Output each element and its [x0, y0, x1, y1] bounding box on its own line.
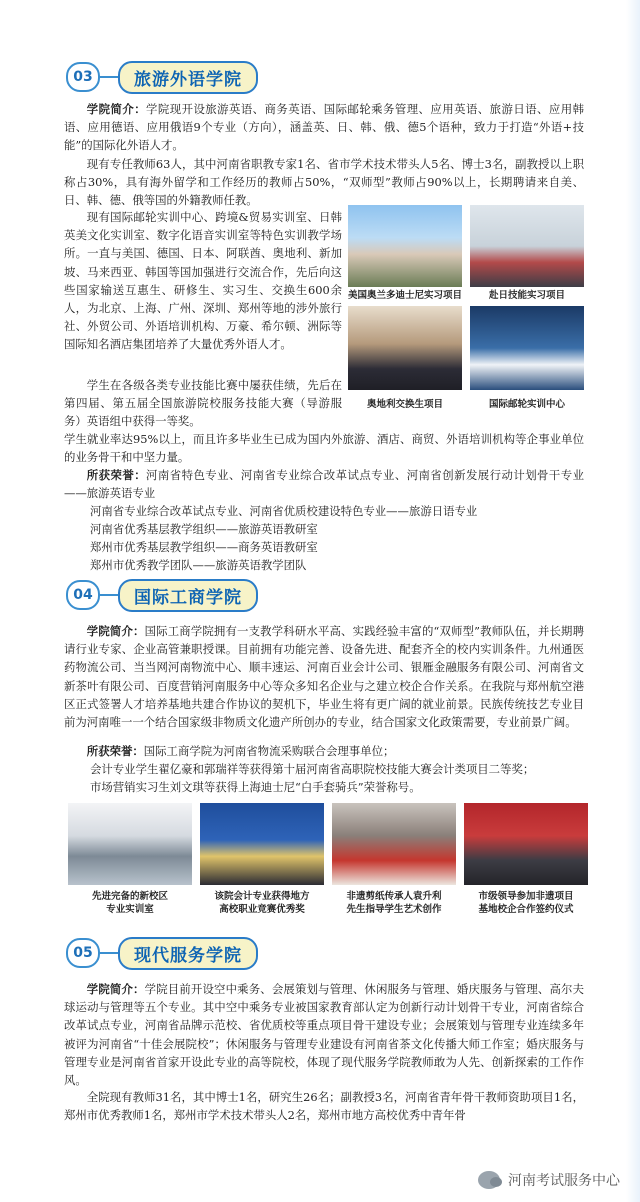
s3-faculty: 现有专任教师63人，其中河南省职教专家1名、省市学术技术带头人5名、博士3名，副教授以上职称占30%，具有海外留学和工作经历的教师占50%，“双师型”教师占90%以上，长期聘请来自美、日、韩、德、俄等国的外籍教师任教。	[64, 157, 584, 208]
intro-text: 学院目前开设空中乘务、会展策划与管理、休闲服务与管理、婚庆服务与管理、高尔夫球运动与管理等五个专业。其中空中乘务专业被国家教育部认定为创新行动计划骨干专业，河南省综合改革试点专业，河南省品牌示范校、省优质校等重点项目骨干建设专业；会展策划与管理专业连续多年被评为河南省“十佳会展院校”；休闲服务与管理专业建设有河南省茶文化传播大师工作室；婚庆服务与管理专业是河南省首家开设此专业的高等院校，体现了现代服务学院教师敢为人先、创新探索的工作作风。	[64, 982, 584, 1088]
section-number: 04	[66, 580, 100, 610]
photo-papercut	[332, 803, 456, 885]
caption-accounting-award: 该院会计专业获得地方 高校职业竞赛优秀奖	[214, 891, 310, 915]
s3-facilities: 现有国际邮轮实训中心、跨境&贸易实训室、日韩英美文化实训室、数字化语音实训室等特色实训教学场所。一直与美国、德国、日本、阿联酋、奥地利、新加坡、马来西亚、韩国等国加强进行交流合作，先后向这些国家输送互惠生、研修生、实习生、交换生600余人，为北京、上海、广州、深圳、郑州等地的涉外旅行社、外贸公司、外语培训机构、万豪、希尔顿、洲际等国际知名酒店集团培养了大量优秀外语人才。	[64, 210, 342, 352]
s3-honor-3: 郑州市优秀基层教学组织——商务英语教研室	[90, 540, 318, 554]
section-header-05	[66, 938, 258, 968]
caption-training-room: 先进完备的新校区 专业实训室	[91, 891, 168, 915]
photo-austria	[348, 306, 462, 390]
wechat-icon	[478, 1171, 500, 1189]
photo-accounting-award	[200, 803, 324, 885]
s3-intro	[64, 100, 584, 155]
connector-line	[100, 76, 118, 78]
section-number: 03	[66, 62, 100, 92]
s5-intro	[64, 980, 584, 1089]
section-title: 旅游外语学院	[118, 61, 258, 94]
intro-label: 学院简介：	[86, 102, 147, 116]
section-header-04	[66, 580, 258, 610]
intro-text: 国际工商学院拥有一支教学科研水平高、实践经验丰富的“双师型”教师队伍，并长期聘请行业专家、企业高管兼职授课。目前拥有功能完善、设备先进、配套齐全的校内实训条件。九州通医药物流公司、当当网河南物流中心、顺丰速运、河南百业会计公司、银雁金融服务有限公司、河南省文新茶叶有限公司、百度营销河南服务中心等众多知名企业与之建立校企合作关系。在我院与郑州航空港区正式签署人才培养基地共建合作协议的契机下，毕业生将有更广阔的就业前景。民族传统技艺专业目前为河南唯一一个结合国家级非物质文化遗产所创办的专业，结合国家文化政策需要，专业前景广阔。	[64, 624, 584, 730]
watermark-text: 河南考试服务中心	[508, 1173, 620, 1189]
section-title: 国际工商学院	[118, 579, 258, 612]
intro-label: 学院简介：	[86, 982, 145, 996]
photo-japan	[470, 205, 584, 287]
caption-austria: 奥地利交换生项目	[366, 399, 443, 410]
s3-employment: 学生就业率达95%以上，而且许多毕业生已成为国内外旅游、酒店、商贸、外语培训机构等企事业单位的业务骨干和中坚力量。	[64, 432, 584, 465]
caption-papercut: 非遗剪纸传承人袁升利 先生指导学生艺术创作	[346, 891, 442, 915]
photo-signing	[464, 803, 588, 885]
caption-disney: 美国奥兰多迪士尼实习项目	[348, 290, 463, 301]
caption-japan: 赴日技能实习项目	[488, 290, 565, 301]
photo-disney	[348, 205, 462, 287]
s4-honor-2: 市场营销实习生刘文琪等获得上海迪士尼“白手套骑兵”荣誉称号。	[90, 780, 421, 794]
honor-label: 所获荣誉：	[86, 744, 144, 758]
honor-text: 河南省特色专业、河南省专业综合改革试点专业、河南省创新发展行动计划骨干专业——旅游英语专业	[64, 468, 584, 501]
s4-intro	[64, 622, 584, 731]
section-title: 现代服务学院	[118, 937, 258, 970]
page-edge-decoration	[626, 0, 640, 1202]
photo-training-room	[68, 803, 192, 885]
photo-cruise	[470, 306, 584, 390]
s4-honor-0	[64, 742, 584, 760]
s3-honor-4: 郑州市优秀教学团队——旅游英语教学团队	[90, 558, 307, 572]
s3-honor-1: 河南省专业综合改革试点专业、河南省优质校建设特色专业——旅游日语专业	[90, 504, 478, 518]
s5-faculty: 全院现有教师31名，其中博士1名，研究生26名；副教授3名，河南省青年骨干教师资助项目1名，郑州市优秀教师1名，郑州市学术技术带头人2名，郑州市地方高校优秀中青年骨	[64, 1090, 584, 1123]
watermark	[478, 1170, 620, 1190]
caption-cruise: 国际邮轮实训中心	[488, 399, 565, 410]
caption-signing: 市级领导参加非遗项目 基地校企合作签约仪式	[478, 891, 574, 915]
section-header-03	[66, 62, 258, 92]
s3-honor-2: 河南省优秀基层教学组织——旅游英语教研室	[90, 522, 318, 536]
s3-honor-0	[64, 466, 584, 502]
honor-label: 所获荣誉：	[86, 468, 147, 482]
connector-line	[100, 952, 118, 954]
honor-text: 国际工商学院为河南省物流采购联合会理事单位；	[143, 744, 395, 758]
section-number: 05	[66, 938, 100, 968]
intro-label: 学院简介：	[86, 624, 145, 638]
intro-text: 学院现开设旅游英语、商务英语、国际邮轮乘务管理、应用英语、旅游日语、应用韩语、应用德语、应用俄语9个专业（方向），涵盖英、日、韩、俄、德5个语种，致力于打造“外语+技能”的国际化外语人才。	[64, 102, 584, 153]
s4-honor-1: 会计专业学生翟亿豪和郭瑞祥等获得第十届河南省高职院校技能大赛会计类项目二等奖；	[90, 762, 535, 776]
s3-awards: 学生在各级各类专业技能比赛中屡获佳绩，先后在第四届、第五届全国旅游院校服务技能大赛（导游服务）英语组中获得一等奖。	[64, 378, 342, 429]
connector-line	[100, 594, 118, 596]
